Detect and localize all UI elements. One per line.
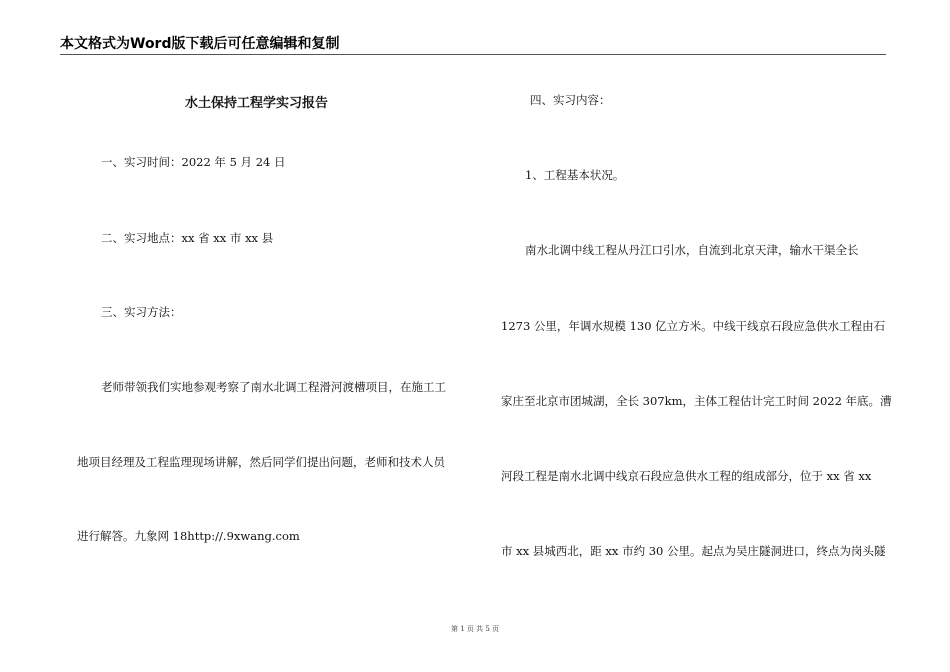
content-paragraph-line: 河段工程是南水北调中线京石段应急供水工程的组成部分，位于 xx 省 xx: [501, 469, 872, 483]
method-paragraph-line: 进行解答。九象网 18http://.9xwang.com: [77, 529, 300, 543]
method-paragraph-line: 老师带领我们实地参观考察了南水北调工程滑河渡槽项目，在施工工: [101, 380, 446, 394]
content-paragraph-line: 市 xx 县城西北，距 xx 市约 30 公里。起点为吴庄隧洞进口，终点为岗头隧: [501, 544, 886, 558]
subheading: 1、工程基本状况。: [525, 168, 625, 182]
header-divider: [60, 54, 886, 55]
page-indicator: 第 1 页 共 5 页: [450, 625, 500, 633]
section-heading: 四、实习内容：: [530, 93, 611, 107]
internship-location: 二、实习地点：xx 省 xx 市 xx 县: [101, 231, 274, 245]
content-paragraph-line: 1273 公里，年调水规模 130 亿立方米。中线干线京石段应急供水工程由石: [501, 319, 886, 333]
document-title: 水土保持工程学实习报告: [185, 96, 329, 111]
method-paragraph-line: 地项目经理及工程监理现场讲解，然后同学们提出问题，老师和技术人员: [77, 455, 445, 469]
word-format-banner: 本文格式为Word版下载后可任意编辑和复制: [60, 36, 340, 52]
internship-method: 三、实习方法：: [101, 305, 182, 319]
internship-time: 一、实习时间：2022 年 5 月 24 日: [101, 155, 286, 169]
content-paragraph-line: 家庄至北京市团城湖，全长 307km，主体工程估计完工时间 2022 年底。漕: [501, 394, 892, 408]
content-paragraph-line: 南水北调中线工程从丹江口引水，自流到北京天津，输水干渠全长: [525, 243, 859, 257]
